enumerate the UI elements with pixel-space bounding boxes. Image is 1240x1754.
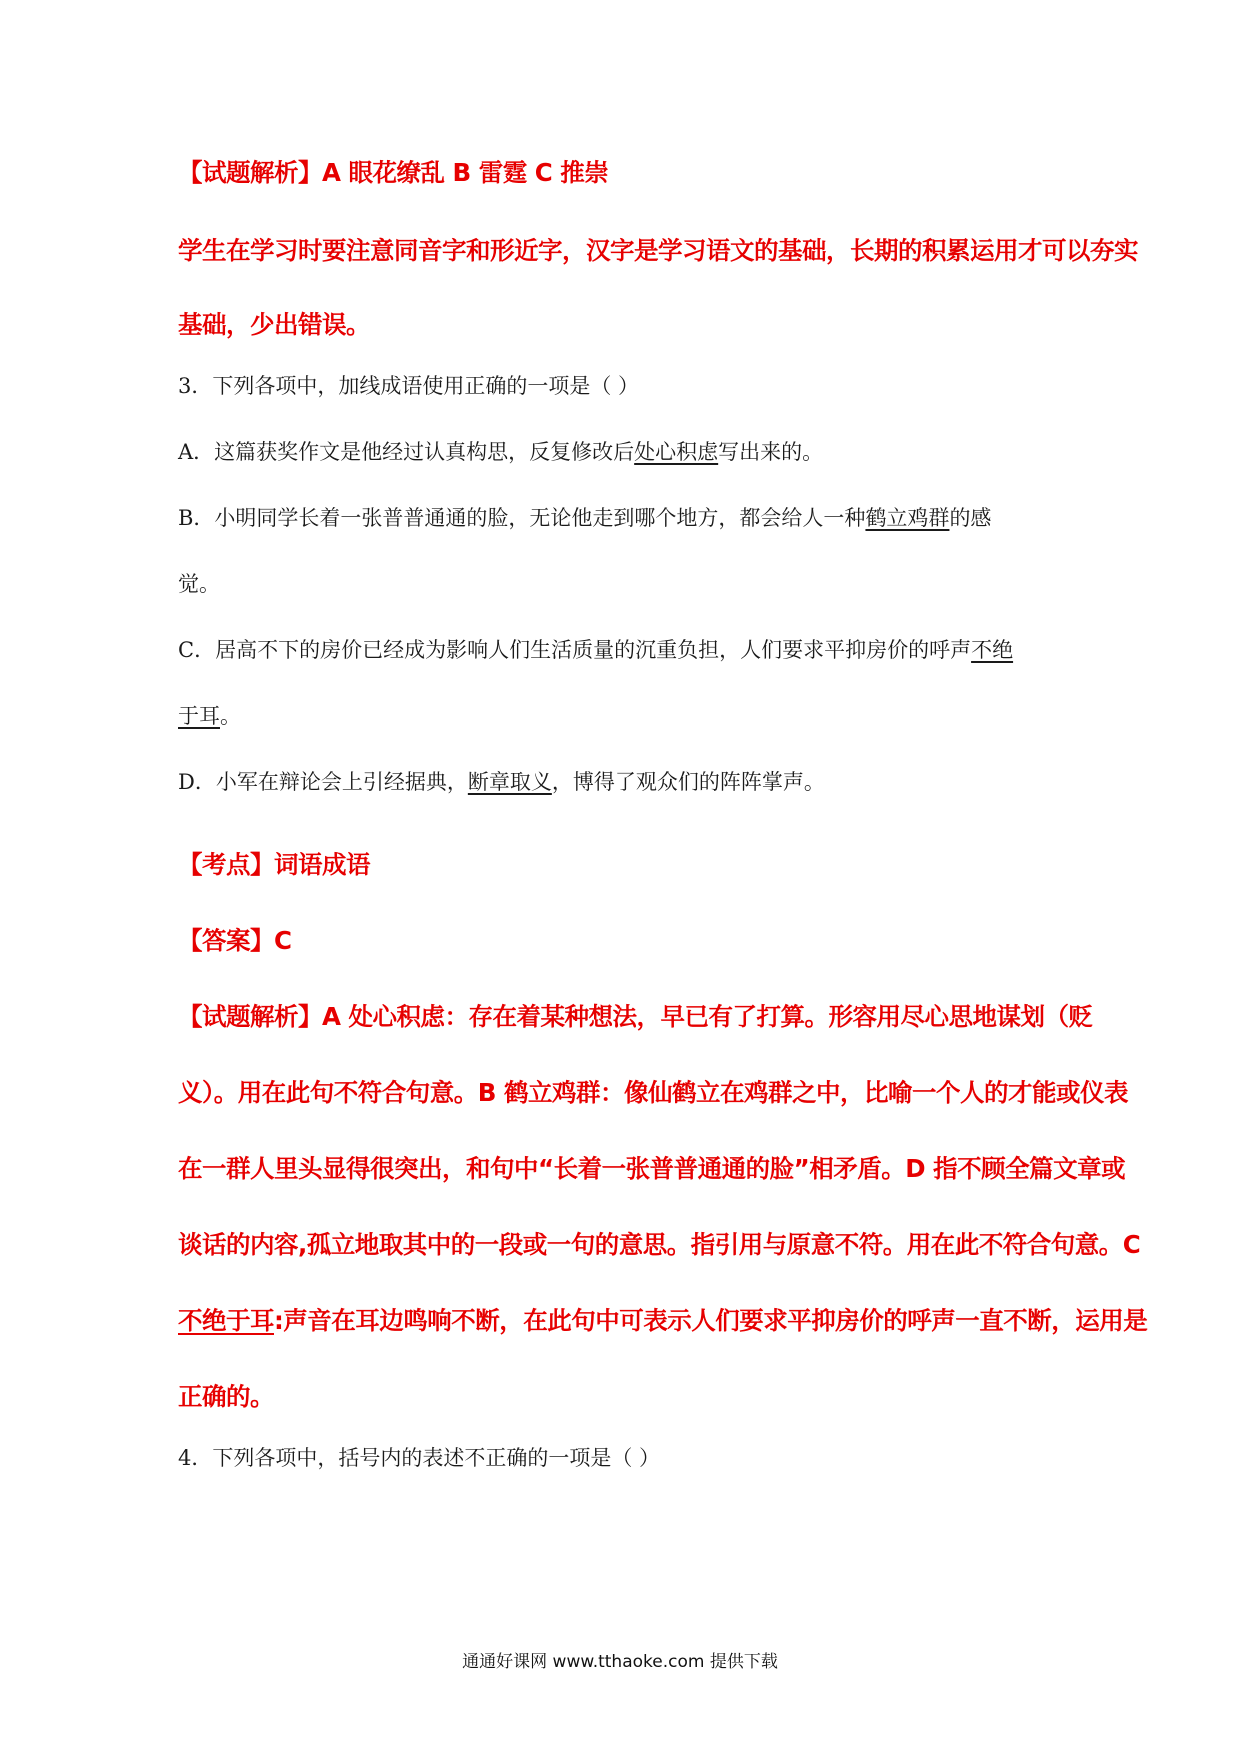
q3-option-c xyxy=(178,634,1013,664)
q3-option-a-text: A．这篇获奖作文是他经过认真构思，反复修改后 xyxy=(178,440,635,464)
q3-option-d xyxy=(178,766,825,796)
q3-option-d-idiom: 断章取义 xyxy=(467,770,552,794)
q3-kaodian: 【考点】词语成语 xyxy=(178,850,370,879)
q3-analysis-line5 xyxy=(178,1302,1147,1337)
q3-analysis-line4: 谈话的内容,孤立地取其中的一段或一句的意思。指引用与原意不符。用在此不符合句意。C xyxy=(178,1230,1141,1259)
q3-option-a-idiom: 处心积虑 xyxy=(634,440,719,464)
q3-stem: 3．下列各项中，加线成语使用正确的一项是（ ） xyxy=(178,374,640,398)
q3-option-a xyxy=(178,436,823,466)
q3-option-b-cont: 觉。 xyxy=(178,572,220,596)
q3-option-a-post: 写出来的。 xyxy=(718,440,824,464)
q3-option-b-idiom: 鹤立鸡群 xyxy=(865,506,950,530)
q3-analysis-line1: 【试题解析】A 处心积虑：存在着某种想法，早已有了打算。形容用尽心思地谋划（贬 xyxy=(178,1002,1093,1031)
q3-option-b-post: 的感 xyxy=(949,506,992,530)
q3-analysis-line2: 义）。用在此句不符合句意。B 鹤立鸡群：像仙鹤立在鸡群之中，比喻一个人的才能或仪表 xyxy=(178,1078,1128,1107)
q3-option-b-text: B．小明同学长着一张普普通通的脸，无论他走到哪个地方，都会给人一种 xyxy=(178,506,866,530)
q3-analysis-line6: 正确的。 xyxy=(178,1382,274,1411)
q3-option-d-text: D．小军在辩论会上引经据典， xyxy=(178,770,468,794)
q3-option-d-post: ，博得了观众们的阵阵掌声。 xyxy=(551,770,825,794)
q3-analysis-line5-text: :声音在耳边鸣响不断，在此句中可表示人们要求平抑房价的呼声一直不断，运用是 xyxy=(274,1306,1148,1335)
q3-answer: 【答案】C xyxy=(178,926,292,955)
q3-option-c-end: 。 xyxy=(220,704,241,728)
q3-analysis-line3: 在一群人里头显得很突出，和句中“长着一张普普通通的脸”相矛盾。D 指不顾全篇文章或 xyxy=(178,1154,1126,1183)
q2-analysis-line3: 基础，少出错误。 xyxy=(178,310,370,339)
q3-option-c-cont xyxy=(178,700,241,730)
q3-option-c-idiom-part1: 不绝 xyxy=(971,638,1014,662)
q2-analysis-line1: 【试题解析】A 眼花缭乱 B 雷霆 C 推崇 xyxy=(178,158,609,187)
q4-stem: 4．下列各项中，括号内的表述不正确的一项是（ ） xyxy=(178,1446,661,1470)
q3-option-c-idiom-part2: 于耳 xyxy=(178,704,220,728)
q3-option-b xyxy=(178,502,991,532)
q3-option-c-text: C．居高不下的房价已经成为影响人们生活质量的沉重负担，人们要求平抑房价的呼声 xyxy=(178,638,972,662)
q2-analysis-line2: 学生在学习时要注意同音字和形近字，汉字是学习语文的基础，长期的积累运用才可以夯实 xyxy=(178,236,1138,265)
page-footer: 通通好课网 www.tthaoke.com 提供下载 xyxy=(462,1652,778,1672)
q3-analysis-idiom: 不绝于耳 xyxy=(178,1306,274,1335)
